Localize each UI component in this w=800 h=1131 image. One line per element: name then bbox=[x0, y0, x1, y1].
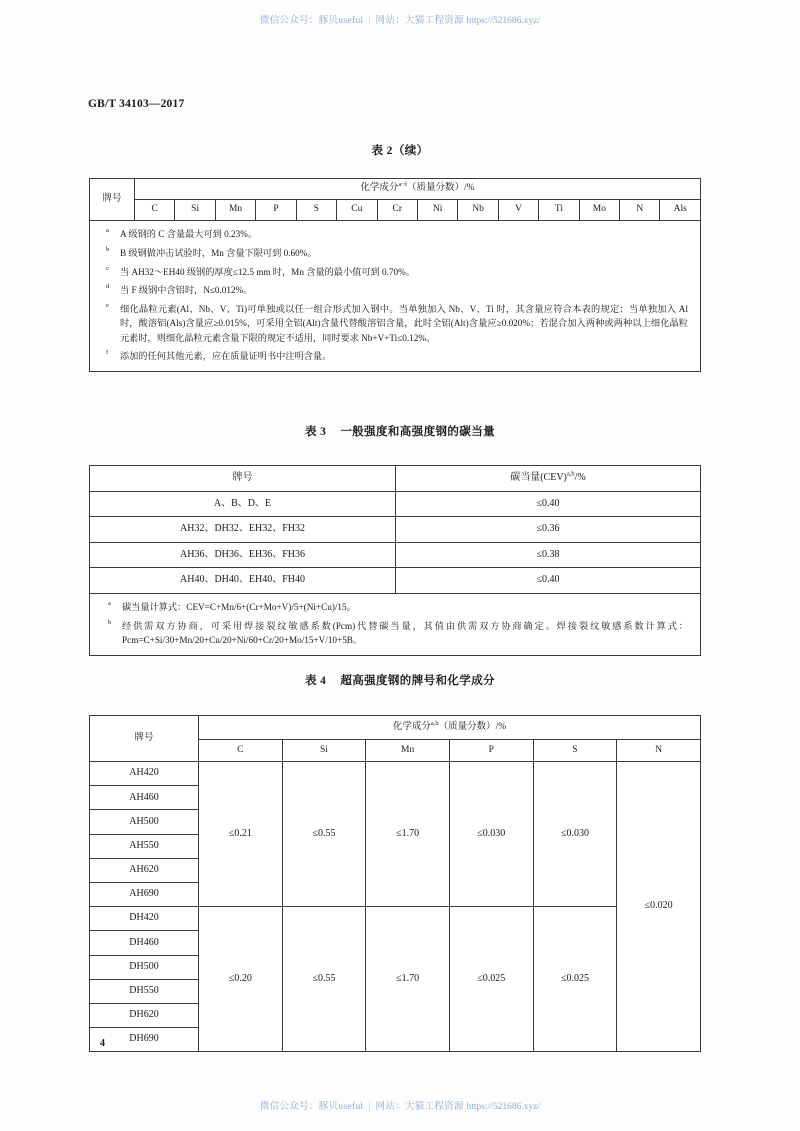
table4-col-Si: Si bbox=[282, 740, 366, 762]
table3-note-b bbox=[90, 619, 700, 648]
table-row bbox=[90, 907, 701, 931]
table2-col-N: N bbox=[620, 200, 660, 221]
table2-note-f bbox=[90, 349, 700, 363]
table2-col-Si: Si bbox=[175, 200, 215, 221]
table4-col-S: S bbox=[533, 740, 617, 762]
table4-grade-AH620: AH620 bbox=[90, 858, 199, 882]
table3-row0-grade: A、B、D、E bbox=[90, 491, 396, 517]
watermark-separator: | bbox=[368, 16, 371, 26]
table2-title-suffix: （续） bbox=[392, 145, 429, 157]
table2-note-c-mark: c bbox=[106, 264, 109, 272]
table4-grade-AH690: AH690 bbox=[90, 882, 199, 906]
table2-note-f-mark: f bbox=[106, 349, 109, 357]
table2-note-f-text: 添加的任何其他元素，应在质量证明书中注明含量。 bbox=[120, 351, 332, 362]
table3-row2-cev: ≤0.38 bbox=[396, 542, 701, 568]
table4-col-N: N bbox=[617, 740, 701, 762]
table4-group1-P: ≤0.025 bbox=[449, 907, 533, 1052]
table3-notes-row bbox=[90, 593, 701, 656]
table2-note-b-mark: b bbox=[106, 245, 110, 253]
table2-notes bbox=[90, 221, 701, 372]
table2-title-label: 表 2 bbox=[371, 145, 393, 157]
table2-col-P: P bbox=[256, 200, 296, 221]
table3-title-label: 表 3 bbox=[304, 426, 327, 438]
table2-header-chem-label: 化学成分 bbox=[360, 183, 399, 194]
table2-col-Nb: Nb bbox=[458, 200, 498, 221]
table2-header-chem-tail: （质量分数）/% bbox=[407, 183, 475, 194]
table-row bbox=[90, 762, 701, 786]
table2-col-Ti: Ti bbox=[539, 200, 579, 221]
table4-grade-DH550: DH550 bbox=[90, 979, 199, 1003]
table4-group1-Mn: ≤1.70 bbox=[366, 907, 450, 1052]
table4-grade-AH550: AH550 bbox=[90, 834, 199, 858]
table3-title-text: 一般强度和高强度钢的碳当量 bbox=[340, 426, 496, 438]
table4-grade-DH500: DH500 bbox=[90, 955, 199, 979]
table2-title bbox=[0, 142, 800, 158]
table4-group1-S: ≤0.025 bbox=[533, 907, 617, 1052]
table3-title bbox=[0, 423, 800, 439]
table3-row2-grade: AH36、DH36、EH36、FH36 bbox=[90, 542, 396, 568]
table-row bbox=[90, 491, 701, 517]
table2-note-d bbox=[90, 283, 700, 297]
table3-note-a bbox=[90, 600, 700, 615]
table4-col-Mn: Mn bbox=[366, 740, 450, 762]
table4-ultra-high-strength bbox=[89, 715, 701, 1052]
table4-group0-Mn: ≤1.70 bbox=[366, 762, 450, 907]
table2-note-a bbox=[90, 227, 700, 241]
table2-note-a-text: A 级钢的 C 含量最大可到 0.23%。 bbox=[120, 229, 258, 239]
page-number: 4 bbox=[100, 1038, 105, 1049]
table3-row3-grade: AH40、DH40、EH40、FH40 bbox=[90, 568, 396, 594]
table2-note-e-mark: e bbox=[106, 302, 109, 309]
table4-col-C: C bbox=[199, 740, 283, 762]
table2-note-e bbox=[90, 302, 700, 345]
table3-notes bbox=[90, 593, 701, 656]
table4-title-label: 表 4 bbox=[304, 675, 327, 687]
table2-note-b bbox=[90, 246, 700, 260]
table2-note-c-text: 当 AH32～EH40 级钢的厚度≤12.5 mm 时，Mn 含量的最小值可到 0.70%。 bbox=[120, 266, 415, 277]
table2-note-c bbox=[90, 265, 700, 279]
table4-header-row-1 bbox=[90, 716, 701, 740]
table2-notes-row bbox=[90, 221, 701, 372]
table3-note-a-mark: a bbox=[108, 599, 111, 607]
watermark-prefix: 微信公众号：豚贝useful bbox=[259, 1102, 364, 1112]
watermark-site: 网站：大猫工程资源 bbox=[375, 1102, 464, 1112]
table2-header-chem-sup: a~f bbox=[398, 180, 408, 188]
table3-row1-grade: AH32、DH32、EH32、FH32 bbox=[90, 517, 396, 543]
watermark-separator: | bbox=[368, 1102, 371, 1112]
table4-header-grade: 牌号 bbox=[90, 716, 199, 762]
standard-number-header: GB/T 34103—2017 bbox=[88, 98, 185, 110]
table-row bbox=[90, 517, 701, 543]
table4-grade-DH420: DH420 bbox=[90, 907, 199, 931]
table4-group0-P: ≤0.030 bbox=[449, 762, 533, 907]
table4-group1-C: ≤0.20 bbox=[199, 907, 283, 1052]
table4-header-chem bbox=[199, 716, 701, 740]
table3-header-cev-tail: /% bbox=[574, 472, 586, 483]
table4-N-value: ≤0.020 bbox=[617, 762, 701, 1052]
table2-col-Mn: Mn bbox=[215, 200, 255, 221]
table4-grade-DH690: DH690 bbox=[90, 1028, 199, 1052]
table2-col-Ni: Ni bbox=[417, 200, 457, 221]
table2-header-row-1 bbox=[90, 179, 701, 200]
table3-carbon-equivalent bbox=[89, 465, 701, 656]
table3-row1-cev: ≤0.36 bbox=[396, 517, 701, 543]
table3-row3-cev: ≤0.40 bbox=[396, 568, 701, 594]
table2-note-d-mark: d bbox=[106, 283, 110, 291]
table3-note-b-text: 经供需双方协商，可采用焊接裂纹敏感系数(Pcm)代替碳当量，其值由供需双方协商确定。焊接裂纹敏感系数计算式：Pcm=C+Si/30+Mn/20+Cu/20+Ni/60+Cr/20+Mo/15+V/10+5B。 bbox=[122, 620, 688, 646]
table2-col-Mo: Mo bbox=[579, 200, 619, 221]
table2-col-Cr: Cr bbox=[377, 200, 417, 221]
table4-group0-S: ≤0.030 bbox=[533, 762, 617, 907]
table4-header-chem-label: 化学成分 bbox=[392, 721, 431, 732]
watermark-url: https://521686.xyz/ bbox=[466, 16, 541, 26]
table2-col-Cu: Cu bbox=[337, 200, 377, 221]
watermark-site: 网站：大猫工程资源 bbox=[375, 16, 464, 26]
table4-grade-AH500: AH500 bbox=[90, 810, 199, 834]
watermark-url: https://521686.xyz/ bbox=[466, 1102, 541, 1112]
table2-note-e-text: 细化晶粒元素(Al、Nb、V、Ti)可单独或以任一组合形式加入钢中。当单独加入 Nb、V、Ti 时，其含量应符合本表的规定；当单独加入 Al 时，酸溶铝(Als)含量应≥0.015%，可采用全铝(Alt)含量代替酸溶铝含量，此时全铝(Alt)含量应≥0.020%；若混合加入两种或两种以上细化晶粒元素时，则细化晶粒元素含量下限的规定不适用，同时要求 Nb+V+Ti≤0.12%。 bbox=[120, 304, 688, 343]
watermark-prefix: 微信公众号：豚贝useful bbox=[259, 16, 364, 26]
table3-header-grade: 牌号 bbox=[90, 466, 396, 492]
watermark-top bbox=[0, 12, 800, 26]
table4-group0-C: ≤0.21 bbox=[199, 762, 283, 907]
table3-note-b-mark: b bbox=[108, 618, 112, 626]
table2-col-C: C bbox=[135, 200, 175, 221]
table4-header-chem-sup: a,b bbox=[430, 719, 439, 727]
table3-header-cev-sup: a,b bbox=[566, 470, 575, 478]
table3-header-cev bbox=[396, 466, 701, 492]
table2-col-V: V bbox=[498, 200, 538, 221]
table4-group0-Si: ≤0.55 bbox=[282, 762, 366, 907]
table4-group1-Si: ≤0.55 bbox=[282, 907, 366, 1052]
table2-note-b-text: B 级钢做冲击试验时，Mn 含量下限可到 0.60%。 bbox=[120, 247, 317, 258]
table-row bbox=[90, 542, 701, 568]
table2-col-S: S bbox=[296, 200, 336, 221]
table4-grade-AH420: AH420 bbox=[90, 762, 199, 786]
table4-col-P: P bbox=[449, 740, 533, 762]
table2-note-a-mark: a bbox=[106, 227, 109, 234]
table4-grade-AH460: AH460 bbox=[90, 786, 199, 810]
table2-header-chem bbox=[135, 179, 701, 200]
table2-col-Als: Als bbox=[660, 200, 701, 221]
table4-grade-DH460: DH460 bbox=[90, 931, 199, 955]
table3-row0-cev: ≤0.40 bbox=[396, 491, 701, 517]
table-row bbox=[90, 568, 701, 594]
table3-header-cev-label: 碳当量(CEV) bbox=[510, 472, 567, 483]
table4-header-chem-tail: （质量分数）/% bbox=[438, 721, 507, 732]
table2-note-d-text: 当 F 级钢中含铝时，N≤0.012%。 bbox=[120, 285, 253, 296]
table4-title-text: 超高强度钢的牌号和化学成分 bbox=[340, 675, 496, 687]
table3-note-a-text: 碳当量计算式：CEV=C+Mn/6+(Cr+Mo+V)/5+(Ni+Cu)/15。 bbox=[122, 601, 356, 612]
table3-header-row bbox=[90, 466, 701, 492]
table2-chemical-composition bbox=[89, 178, 701, 372]
table2-header-row-2 bbox=[90, 200, 701, 221]
table4-title bbox=[0, 672, 800, 688]
watermark-bottom bbox=[0, 1098, 800, 1112]
table4-grade-DH620: DH620 bbox=[90, 1003, 199, 1027]
table2-header-grade: 牌号 bbox=[90, 179, 135, 221]
